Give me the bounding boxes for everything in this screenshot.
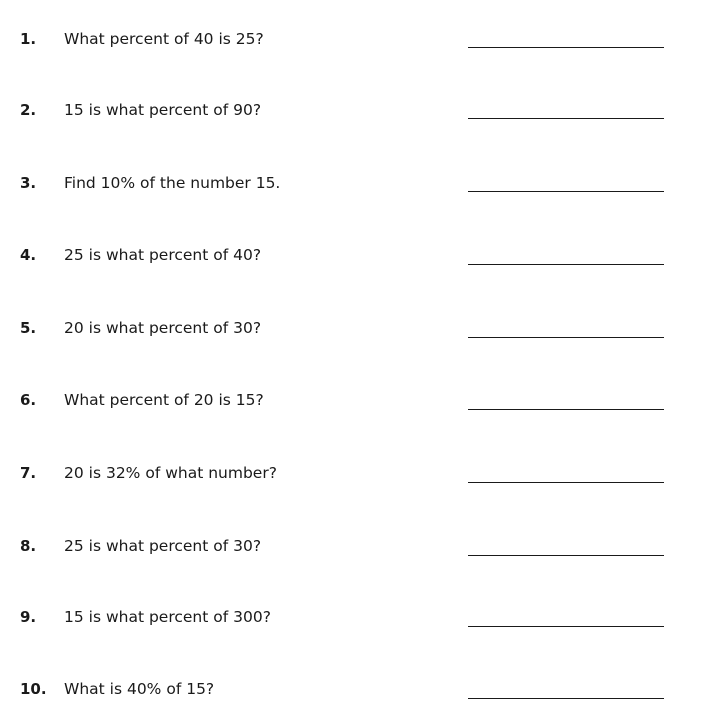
question-number: 3. [20,174,37,192]
answer-line[interactable] [468,409,664,410]
question-number: 2. [20,101,37,119]
question-text: 25 is what percent of 40? [64,246,262,264]
question-text: 15 is what percent of 90? [64,101,262,119]
question-text: What percent of 20 is 15? [64,391,264,409]
answer-line[interactable] [468,698,664,699]
question-number: 8. [20,537,37,555]
question-row [0,536,704,566]
answer-line[interactable] [468,191,664,192]
question-row [0,173,704,203]
question-row [0,100,704,130]
question-number: 7. [20,464,37,482]
answer-line[interactable] [468,555,664,556]
question-text: Find 10% of the number 15. [64,174,281,192]
answer-line[interactable] [468,264,664,265]
answer-line[interactable] [468,47,664,48]
question-row [0,607,704,637]
question-row [0,679,704,709]
question-number: 4. [20,246,37,264]
question-text: 25 is what percent of 30? [64,537,262,555]
question-row [0,463,704,493]
question-number: 10. [20,680,47,698]
question-text: 20 is what percent of 30? [64,319,262,337]
question-text: 20 is 32% of what number? [64,464,277,482]
question-number: 6. [20,391,37,409]
question-text: What is 40% of 15? [64,680,215,698]
question-text: 15 is what percent of 300? [64,608,271,626]
question-row [0,29,704,59]
answer-line[interactable] [468,337,664,338]
answer-line[interactable] [468,482,664,483]
question-number: 1. [20,30,37,48]
question-number: 5. [20,319,37,337]
question-row [0,390,704,420]
question-row [0,245,704,275]
answer-line[interactable] [468,626,664,627]
question-row [0,318,704,348]
question-number: 9. [20,608,37,626]
answer-line[interactable] [468,118,664,119]
question-text: What percent of 40 is 25? [64,30,264,48]
